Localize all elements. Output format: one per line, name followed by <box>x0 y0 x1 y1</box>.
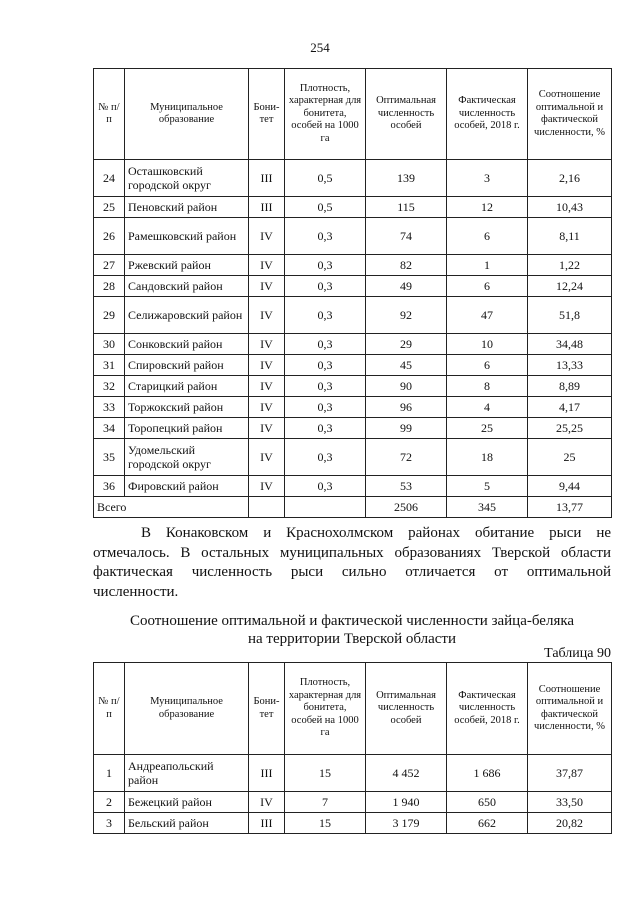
body-paragraph <box>93 524 611 602</box>
cell-density: 0,3 <box>285 397 366 418</box>
cell-density: 0,5 <box>285 197 366 218</box>
table-row <box>94 297 612 334</box>
cell-name: Торопецкий район <box>125 418 249 439</box>
paragraph-line: В Конаковском и Краснохолмском районах обитание рыси не <box>141 525 611 541</box>
cell-density: 0,3 <box>285 334 366 355</box>
cell-name: Старицкий район <box>125 376 249 397</box>
cell-actual: 6 <box>447 276 528 297</box>
cell-num: 31 <box>94 355 125 376</box>
cell-ratio: 12,24 <box>528 276 612 297</box>
cell-ratio: 8,89 <box>528 376 612 397</box>
table-row <box>94 334 612 355</box>
cell-actual: 4 <box>447 397 528 418</box>
table-row <box>94 218 612 255</box>
cell-actual: 47 <box>447 297 528 334</box>
header-num: № п/п <box>94 663 125 755</box>
cell-optimal: 82 <box>366 255 447 276</box>
table-row <box>94 397 612 418</box>
table-header-row <box>94 69 612 160</box>
cell-ratio: 2,16 <box>528 160 612 197</box>
paragraph-line: фактическая численность рыси сильно отличается от оптимальной <box>93 564 611 580</box>
cell-ratio: 20,82 <box>528 813 612 834</box>
table-row <box>94 813 612 834</box>
table-row <box>94 792 612 813</box>
cell-optimal: 139 <box>366 160 447 197</box>
cell-num: 30 <box>94 334 125 355</box>
header-municipality: Муниципальное образование <box>125 663 249 755</box>
cell-name: Селижаровский район <box>125 297 249 334</box>
cell-name: Сонковский район <box>125 334 249 355</box>
hare-population-table <box>93 662 612 834</box>
cell-density: 0,5 <box>285 160 366 197</box>
cell-density: 0,3 <box>285 218 366 255</box>
cell-density: 0,3 <box>285 355 366 376</box>
cell-actual: 650 <box>447 792 528 813</box>
cell-actual: 25 <box>447 418 528 439</box>
cell-bonitet: IV <box>249 334 285 355</box>
cell-actual: 662 <box>447 813 528 834</box>
paragraph-line: отмечалось. В остальных муниципальных образованиях Тверской области <box>93 544 611 561</box>
cell-num: 27 <box>94 255 125 276</box>
cell-density: 15 <box>285 755 366 792</box>
cell-name: Спировский район <box>125 355 249 376</box>
cell-ratio: 4,17 <box>528 397 612 418</box>
cell-density: 0,3 <box>285 276 366 297</box>
table-row <box>94 160 612 197</box>
cell-ratio: 9,44 <box>528 476 612 497</box>
cell-num: 1 <box>94 755 125 792</box>
cell-bonitet: IV <box>249 418 285 439</box>
cell-name: Бельский район <box>125 813 249 834</box>
cell-optimal: 96 <box>366 397 447 418</box>
cell-actual: 6 <box>447 218 528 255</box>
cell-bonitet: III <box>249 813 285 834</box>
total-actual: 345 <box>447 497 528 518</box>
table-row <box>94 476 612 497</box>
cell-name: Сандовский район <box>125 276 249 297</box>
cell-actual: 1 <box>447 255 528 276</box>
header-ratio: Соотношение оптимальной и фактической численности, % <box>528 663 612 755</box>
cell-bonitet: III <box>249 197 285 218</box>
table-row <box>94 276 612 297</box>
table-row <box>94 376 612 397</box>
total-label: Всего <box>94 497 249 518</box>
cell-optimal: 92 <box>366 297 447 334</box>
cell-bonitet: IV <box>249 792 285 813</box>
cell-bonitet: IV <box>249 376 285 397</box>
cell-name: Торжокский район <box>125 397 249 418</box>
cell-optimal: 29 <box>366 334 447 355</box>
cell-name: Бежецкий район <box>125 792 249 813</box>
header-num: № п/п <box>94 69 125 160</box>
cell-ratio: 10,43 <box>528 197 612 218</box>
cell-name: Фировский район <box>125 476 249 497</box>
cell-density: 0,3 <box>285 476 366 497</box>
cell-density: 0,3 <box>285 439 366 476</box>
total-optimal: 2506 <box>366 497 447 518</box>
cell-actual: 1 686 <box>447 755 528 792</box>
cell-density: 0,3 <box>285 255 366 276</box>
cell-num: 24 <box>94 160 125 197</box>
cell-ratio: 13,33 <box>528 355 612 376</box>
cell-bonitet: IV <box>249 355 285 376</box>
table-row <box>94 197 612 218</box>
cell-num: 36 <box>94 476 125 497</box>
cell-bonitet: IV <box>249 397 285 418</box>
table-row <box>94 439 612 476</box>
cell-optimal: 115 <box>366 197 447 218</box>
cell-density: 0,3 <box>285 376 366 397</box>
cell-num: 26 <box>94 218 125 255</box>
caption-line: на территории Тверской области <box>247 631 456 647</box>
header-actual: Фактическая численность особей, 2018 г. <box>447 69 528 160</box>
page-number: 254 <box>310 40 330 55</box>
table-row <box>94 255 612 276</box>
caption-line: Соотношение оптимальной и фактической численности зайца-беляка <box>129 613 575 629</box>
cell-num: 2 <box>94 792 125 813</box>
cell-bonitet: IV <box>249 276 285 297</box>
cell-actual: 10 <box>447 334 528 355</box>
cell-density: 0,3 <box>285 418 366 439</box>
cell-name: Удомельский городской округ <box>125 439 249 476</box>
cell-optimal: 3 179 <box>366 813 447 834</box>
table-row <box>94 418 612 439</box>
cell-actual: 3 <box>447 160 528 197</box>
cell-actual: 18 <box>447 439 528 476</box>
header-bonitet: Бони-тет <box>249 69 285 160</box>
cell-density: 7 <box>285 792 366 813</box>
cell-actual: 12 <box>447 197 528 218</box>
cell-name: Пеновский район <box>125 197 249 218</box>
cell-ratio: 37,87 <box>528 755 612 792</box>
paragraph-line: численности. <box>93 583 179 600</box>
table-header-row <box>94 663 612 755</box>
cell-actual: 5 <box>447 476 528 497</box>
cell-ratio: 33,50 <box>528 792 612 813</box>
cell-density: 15 <box>285 813 366 834</box>
cell-num: 32 <box>94 376 125 397</box>
cell-bonitet: III <box>249 160 285 197</box>
cell-bonitet: IV <box>249 439 285 476</box>
cell-num: 34 <box>94 418 125 439</box>
cell-ratio: 1,22 <box>528 255 612 276</box>
cell-num: 35 <box>94 439 125 476</box>
cell-bonitet: IV <box>249 218 285 255</box>
cell-name: Осташковский городской округ <box>125 160 249 197</box>
lynx-population-table <box>93 68 612 518</box>
cell-bonitet: IV <box>249 476 285 497</box>
cell-name: Ржевский район <box>125 255 249 276</box>
table-number-label: Таблица 90 <box>544 646 611 661</box>
cell-empty <box>249 497 285 518</box>
cell-num: 33 <box>94 397 125 418</box>
cell-density: 0,3 <box>285 297 366 334</box>
header-density: Плотность, характерная для бонитета, особей на 1000 га <box>285 663 366 755</box>
cell-name: Рамешковский район <box>125 218 249 255</box>
cell-ratio: 8,11 <box>528 218 612 255</box>
total-ratio: 13,77 <box>528 497 612 518</box>
table-caption <box>93 612 611 648</box>
table-row <box>94 355 612 376</box>
cell-optimal: 49 <box>366 276 447 297</box>
cell-optimal: 72 <box>366 439 447 476</box>
cell-ratio: 25,25 <box>528 418 612 439</box>
header-municipality: Муниципальное образование <box>125 69 249 160</box>
cell-ratio: 34,48 <box>528 334 612 355</box>
total-row <box>94 497 612 518</box>
cell-empty <box>285 497 366 518</box>
cell-bonitet: IV <box>249 297 285 334</box>
cell-ratio: 51,8 <box>528 297 612 334</box>
cell-bonitet: III <box>249 755 285 792</box>
cell-num: 29 <box>94 297 125 334</box>
cell-num: 28 <box>94 276 125 297</box>
header-optimal: Оптимальная численность особей <box>366 69 447 160</box>
header-ratio: Соотношение оптимальной и фактической численности, % <box>528 69 612 160</box>
cell-optimal: 1 940 <box>366 792 447 813</box>
cell-actual: 8 <box>447 376 528 397</box>
cell-optimal: 45 <box>366 355 447 376</box>
header-density: Плотность, характерная для бонитета, особей на 1000 га <box>285 69 366 160</box>
cell-actual: 6 <box>447 355 528 376</box>
cell-optimal: 4 452 <box>366 755 447 792</box>
cell-ratio: 25 <box>528 439 612 476</box>
cell-optimal: 53 <box>366 476 447 497</box>
table-row <box>94 755 612 792</box>
cell-optimal: 99 <box>366 418 447 439</box>
cell-num: 25 <box>94 197 125 218</box>
cell-name: Андреапольский район <box>125 755 249 792</box>
cell-optimal: 90 <box>366 376 447 397</box>
header-optimal: Оптимальная численность особей <box>366 663 447 755</box>
cell-optimal: 74 <box>366 218 447 255</box>
header-actual: Фактическая численность особей, 2018 г. <box>447 663 528 755</box>
cell-bonitet: IV <box>249 255 285 276</box>
header-bonitet: Бони-тет <box>249 663 285 755</box>
cell-num: 3 <box>94 813 125 834</box>
